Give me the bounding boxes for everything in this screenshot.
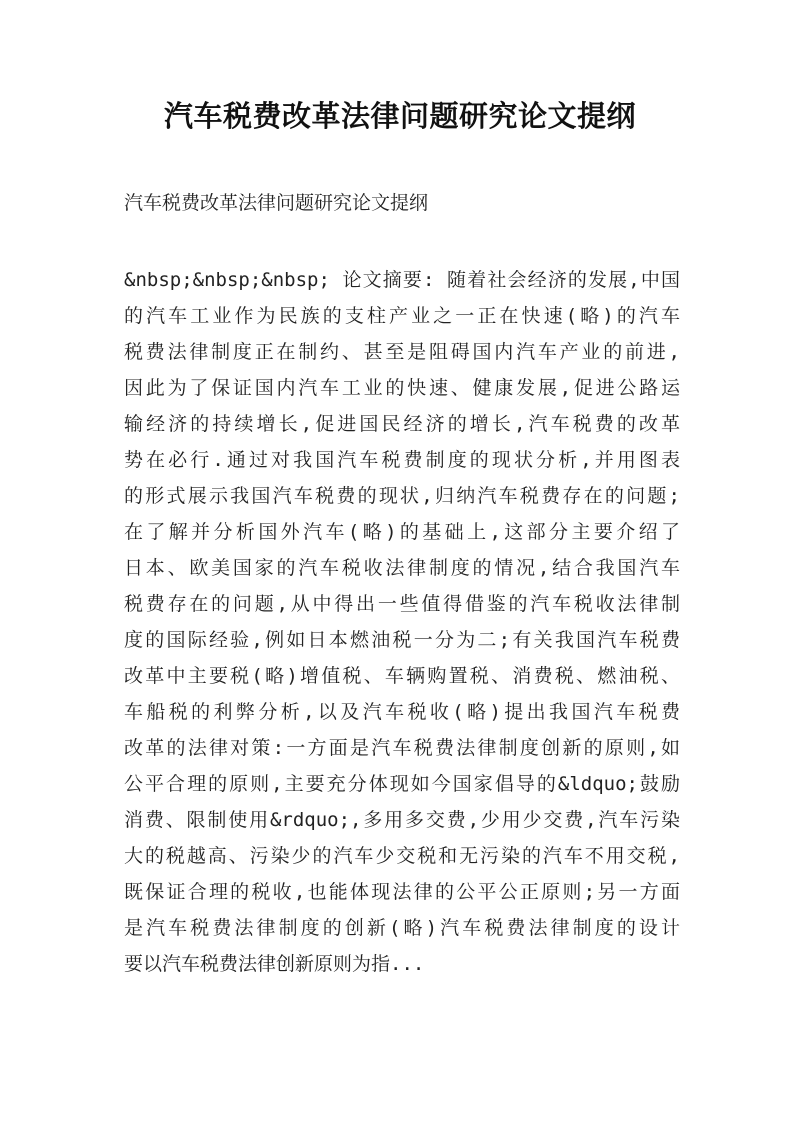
body-line: 要以汽车税费法律创新原则为指... — [124, 953, 425, 975]
body-line: 日本、欧美国家的汽车税收法律制度的情况,结合我国汽车 — [124, 557, 680, 579]
body-line: 消费、限制使用&rdquo;,多用多交费,少用少交费,汽车污染 — [124, 809, 680, 831]
body-line: 的形式展示我国汽车税费的现状,归纳汽车税费存在的问题; — [124, 485, 680, 507]
body-line: 车船税的利弊分析,以及汽车税收(略)提出我国汽车税费 — [124, 701, 680, 723]
body-line: 输经济的持续增长,促进国民经济的增长,汽车税费的改革 — [124, 413, 680, 435]
document-subtitle: 汽车税费改革法律问题研究论文提纲 — [124, 192, 429, 214]
document-body — [124, 262, 680, 982]
body-line: 税费法律制度正在制约、甚至是阻碍国内汽车产业的前进, — [124, 341, 680, 363]
body-line: 势在必行.通过对我国汽车税费制度的现状分析,并用图表 — [124, 449, 680, 471]
body-line: &nbsp;&nbsp;&nbsp; 论文摘要: 随着社会经济的发展,中国 — [124, 269, 680, 291]
body-line: 公平合理的原则,主要充分体现如今国家倡导的&ldquo;鼓励 — [124, 773, 680, 795]
body-line: 税费存在的问题,从中得出一些值得借鉴的汽车税收法律制 — [124, 593, 680, 615]
body-line: 在了解并分析国外汽车(略)的基础上,这部分主要介绍了 — [124, 521, 680, 543]
body-line: 大的税越高、污染少的汽车少交税和无污染的汽车不用交税, — [124, 845, 680, 867]
body-line: 的汽车工业作为民族的支柱产业之一正在快速(略)的汽车 — [124, 305, 680, 327]
body-line: 改革的法律对策:一方面是汽车税费法律制度创新的原则,如 — [124, 737, 680, 759]
body-line: 改革中主要税(略)增值税、车辆购置税、消费税、燃油税、 — [124, 665, 680, 687]
body-line: 度的国际经验,例如日本燃油税一分为二;有关我国汽车税费 — [124, 629, 680, 651]
body-line: 是汽车税费法律制度的创新(略)汽车税费法律制度的设计 — [124, 917, 680, 939]
document-title: 汽车税费改革法律问题研究论文提纲 — [163, 99, 636, 133]
body-line: 既保证合理的税收,也能体现法律的公平公正原则;另一方面 — [124, 881, 680, 903]
body-line: 因此为了保证国内汽车工业的快速、健康发展,促进公路运 — [124, 377, 680, 399]
